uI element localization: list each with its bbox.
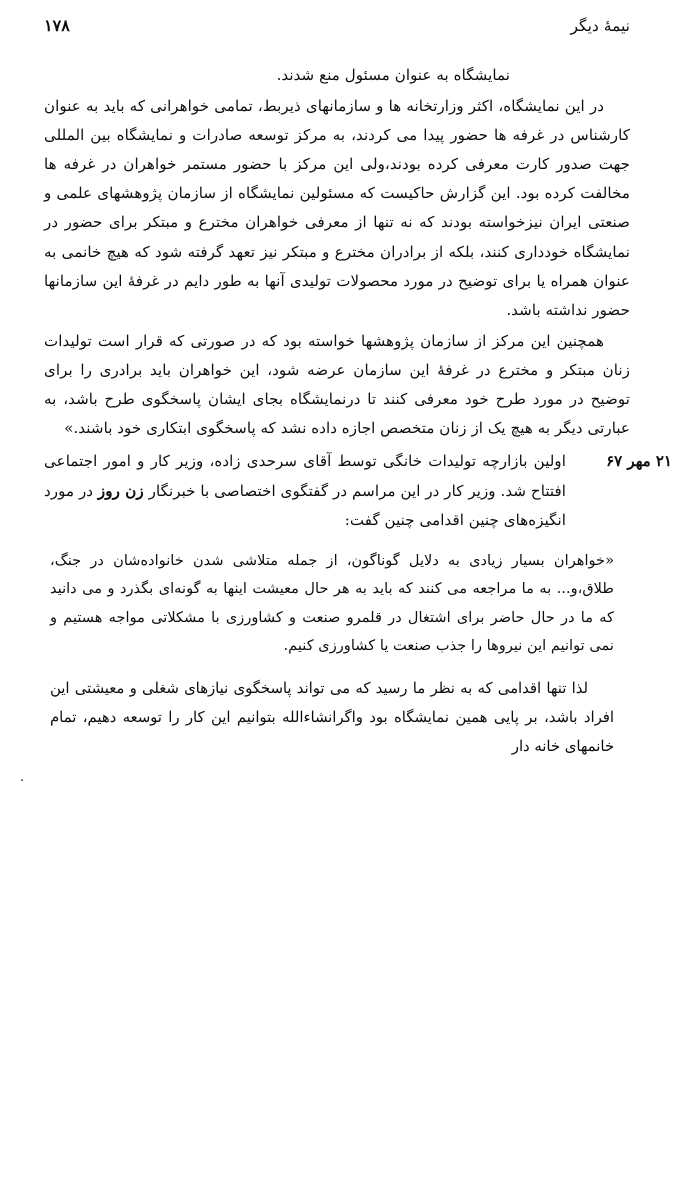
dated-paragraph <box>44 447 630 535</box>
date-text: ۲۱ مهر ۶۷ <box>606 452 672 471</box>
page-header <box>44 16 630 35</box>
dated-entry <box>44 447 672 535</box>
dated-text-before: اولین بازارچه تولیدات خانگی توسط آقای سرحدی زاده، وزیر کار و امور اجتماعی افتتاح شد. وزیر کار در این مراسم در گفتگوی اختصاصی با خبرنگار <box>44 452 566 500</box>
page-body <box>44 61 672 761</box>
book-title: نیمهٔ دیگر <box>570 17 630 35</box>
quotation-paragraph: «خواهران بسیار زیادی به دلایل گوناگون، از جمله متلاشی شدن خانواده‌شان در جنگ، طلاق،و... به ما مراجعه می کنند که باید به هر حال معیشت اینها به گونه‌ای بگذرد و می دانید که ما در حال حاضر برای اشتغال در قلمرو صنعت و کشاورزی با مشکلاتی مواجه هستیم و نمی توانیم این نیروها را جذب صنعت یا کشاورزی کنیم. <box>50 552 614 655</box>
paragraph: در این نمایشگاه، اکثر وزارتخانه ها و سازمانهای ذیربط، تمامی خواهرانی که باید به عنوان کارشناس در غرفه ها حضور پیدا می کردند، به مرکز توسعه صادرات و نمایشگاه بین المللی جهت صدور کارت معرفی کرده بودند،ولی این مرکز با حضور مستمر خواهران در غرفه ها مخالفت کرده بود. این گزارش حاکیست که مسئولین نمایشگاه از سازمان پژوهشهای علمی و صنعتی ایران نیزخواسته بودند که نه تنها از معرفی خواهران مخترع و مبتکر برای حضور در نمایشگاه خودداری کنند، بلکه از برادران مخترع و مبتکر نیز تعهد گرفته شود که هیچ خانمی به عنوان همراه یا برای توضیح در مورد محصولات تولیدی آنها به طور دایم در غرفهٔ این سازمانها حضور نداشته باشد. <box>44 96 630 320</box>
margin-mark: . <box>20 770 25 785</box>
magazine-name: زن روز <box>97 481 144 500</box>
paragraph: همچنین این مرکز از سازمان پژوهشها خواسته بود که در صورتی که قرار است تولیدات زنان مبتکر و مخترع در غرفهٔ این سازمان عرضه شود، این خواهران باید برادری را برای توضیح در مورد طرح خود معرفی کنند تا درنمایشگاه بجای ایشان پاسخگوی طرح باشد، به عبارتی دیگر به هیچ یک از زنان متخصص اجازه داده نشد که پاسخگوی ابتکاری خود باشند.» <box>44 331 630 438</box>
page-number: ۱۷۸ <box>44 16 70 35</box>
dated-text-after: در مورد انگیزه‌های چنین اقدامی چنین گفت: <box>44 481 566 529</box>
paragraph-continuation: نمایشگاه به عنوان مسئول منع شدند. <box>276 66 510 84</box>
quotation-block <box>44 547 630 661</box>
margin-date-label <box>606 447 672 476</box>
closing-paragraph: لذا تنها اقدامی که به نظر ما رسید که می تواند پاسخگوی نیازهای شغلی و معیشتی این افراد باشد، بر پایی همین نمایشگاه بود واگرانشاءالله بتوانیم این کار را توسعه دهیم، تمام خانمهای خانه دار <box>50 679 614 755</box>
closing-block <box>44 675 630 762</box>
